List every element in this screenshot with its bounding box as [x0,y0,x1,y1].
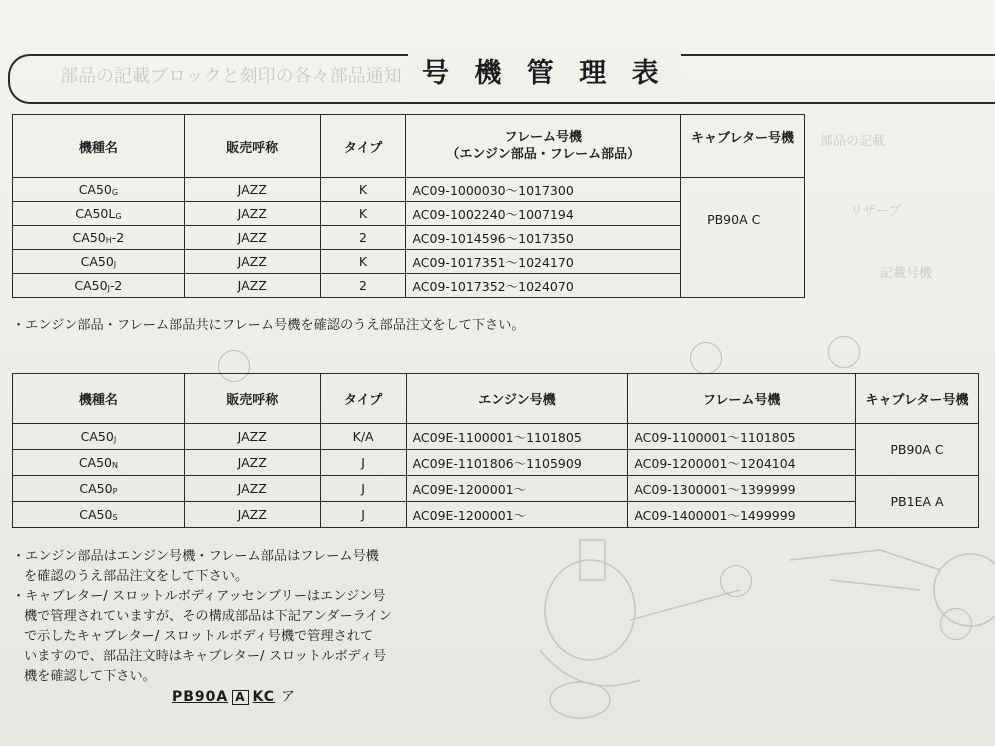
model-cell: $CA50_P$ [13,476,185,502]
frame-number-cell: AC09-1000030～1017300 [406,178,681,202]
table-row [13,424,979,450]
model-cell: $CA50_J-2$ [13,274,185,298]
sales-name-cell: JAZZ [184,450,320,476]
frame-number-cell: AC09-1014596～1017350 [406,226,681,250]
type-cell: J [320,450,406,476]
header-model: 機種名 [13,374,185,424]
frame-number-cell: AC09-1300001～1399999 [628,476,856,502]
type-cell: J [320,502,406,528]
header-sales-name: 販売呼称 [184,374,320,424]
ghost-circle-number [690,342,722,374]
type-cell: J [320,476,406,502]
engine-number-cell: AC09E-1200001～ [406,502,628,528]
part-number-kana: ア [280,689,296,705]
note-line: で示したキャブレター/ スロットルボディ号機で管理されて [24,629,374,644]
table-row [13,178,805,202]
note-line: ・エンジン部品はエンジン号機・フレーム部品はフレーム号機 [12,549,379,564]
header-frame-number: フレーム号機 [628,374,856,424]
header-type: タイプ [320,115,406,178]
part-number-main: PB90A [172,689,229,705]
type-cell: 2 [320,226,406,250]
page-title: 号 機 管 理 表 [408,54,681,98]
header-frame-number [406,115,681,178]
type-cell: K [320,202,406,226]
model-cell: $CA50_G$ [13,178,185,202]
sales-name-cell: JAZZ [184,274,320,298]
serial-table-1 [12,114,805,298]
frame-number-cell: AC09-1017351～1024170 [406,250,681,274]
note-line: ・キャブレター/ スロットルボディアッセンブリーはエンジン号 [12,589,386,604]
part-number-boxed: A [232,690,248,705]
ghost-circle-number [828,336,860,368]
header-model: 機種名 [13,115,185,178]
sales-name-cell: JAZZ [184,178,320,202]
note-line: いますので、部品注文時はキャブレター/ スロットルボディ号 [24,649,387,664]
sales-name-cell: JAZZ [184,202,320,226]
carburetor-cell: PB90A C [681,178,805,298]
model-cell: $CA50_N$ [13,450,185,476]
type-cell: K [320,178,406,202]
ghost-motorcycle-illustration [770,520,995,640]
carburetor-cell: PB90A C [856,424,979,476]
header-carburetor: キャブレター号機 [681,115,805,178]
carburetor-cell: PB1EA A [856,476,979,528]
sales-name-cell: JAZZ [184,424,320,450]
model-cell: $CA50_J$ [13,424,185,450]
type-cell: 2 [320,274,406,298]
type-cell: K/A [320,424,406,450]
note-line: を確認のうえ部品注文をして下さい。 [24,569,249,584]
serial-table-2 [12,373,979,528]
table-header-row [13,374,979,424]
model-cell: $CA50_J$ [13,250,185,274]
header-engine-number: エンジン号機 [406,374,628,424]
header-sales-name: 販売呼称 [184,115,320,178]
ghost-carburetor-illustration [520,530,780,730]
table-header-row [13,115,805,178]
frame-number-cell: AC09-1017352～1024070 [406,274,681,298]
engine-number-cell: AC09E-1100001～1101805 [406,424,628,450]
engine-number-cell: AC09E-1200001～ [406,476,628,502]
model-cell: $CA50_S$ [13,502,185,528]
header-carburetor: キャブレター号機 [856,374,979,424]
part-number-tail: KC [252,689,276,705]
bleed-through-text: 部品の記載ブロックと刻印の各々部品通知 [60,66,402,87]
carburetor-number-example [172,686,296,706]
frame-number-cell: AC09-1100001～1101805 [628,424,856,450]
notes-block [12,547,392,687]
sales-name-cell: JAZZ [184,250,320,274]
frame-number-cell: AC09-1200001～1204104 [628,450,856,476]
header-type: タイプ [320,374,406,424]
table-row [13,502,979,528]
table-row [13,450,979,476]
frame-number-cell: AC09-1002240～1007194 [406,202,681,226]
note-line: 機を確認して下さい。 [24,669,156,684]
header-frame-number-sub: （エンジン部品・フレーム部品） [446,147,641,162]
bleed-through-text: リザーブ [850,204,902,219]
type-cell: K [320,250,406,274]
frame-number-cell: AC09-1400001～1499999 [628,502,856,528]
bleed-through-text: 部品の記載 [820,134,886,149]
model-cell: $CA50L_G$ [13,202,185,226]
model-cell: $CA50_H-2$ [13,226,185,250]
table-row [13,476,979,502]
engine-number-cell: AC09E-1101806～1105909 [406,450,628,476]
note-line: 機で管理されていますが、その構成部品は下記アンダーライン [24,609,392,624]
sales-name-cell: JAZZ [184,502,320,528]
header-frame-number-main: フレーム号機 [504,130,582,145]
bleed-through-text: 記載号機 [880,266,933,281]
note-frame-number: ・エンジン部品・フレーム部品共にフレーム号機を確認のうえ部品注文をして下さい。 [12,318,525,333]
sales-name-cell: JAZZ [184,476,320,502]
sales-name-cell: JAZZ [184,226,320,250]
